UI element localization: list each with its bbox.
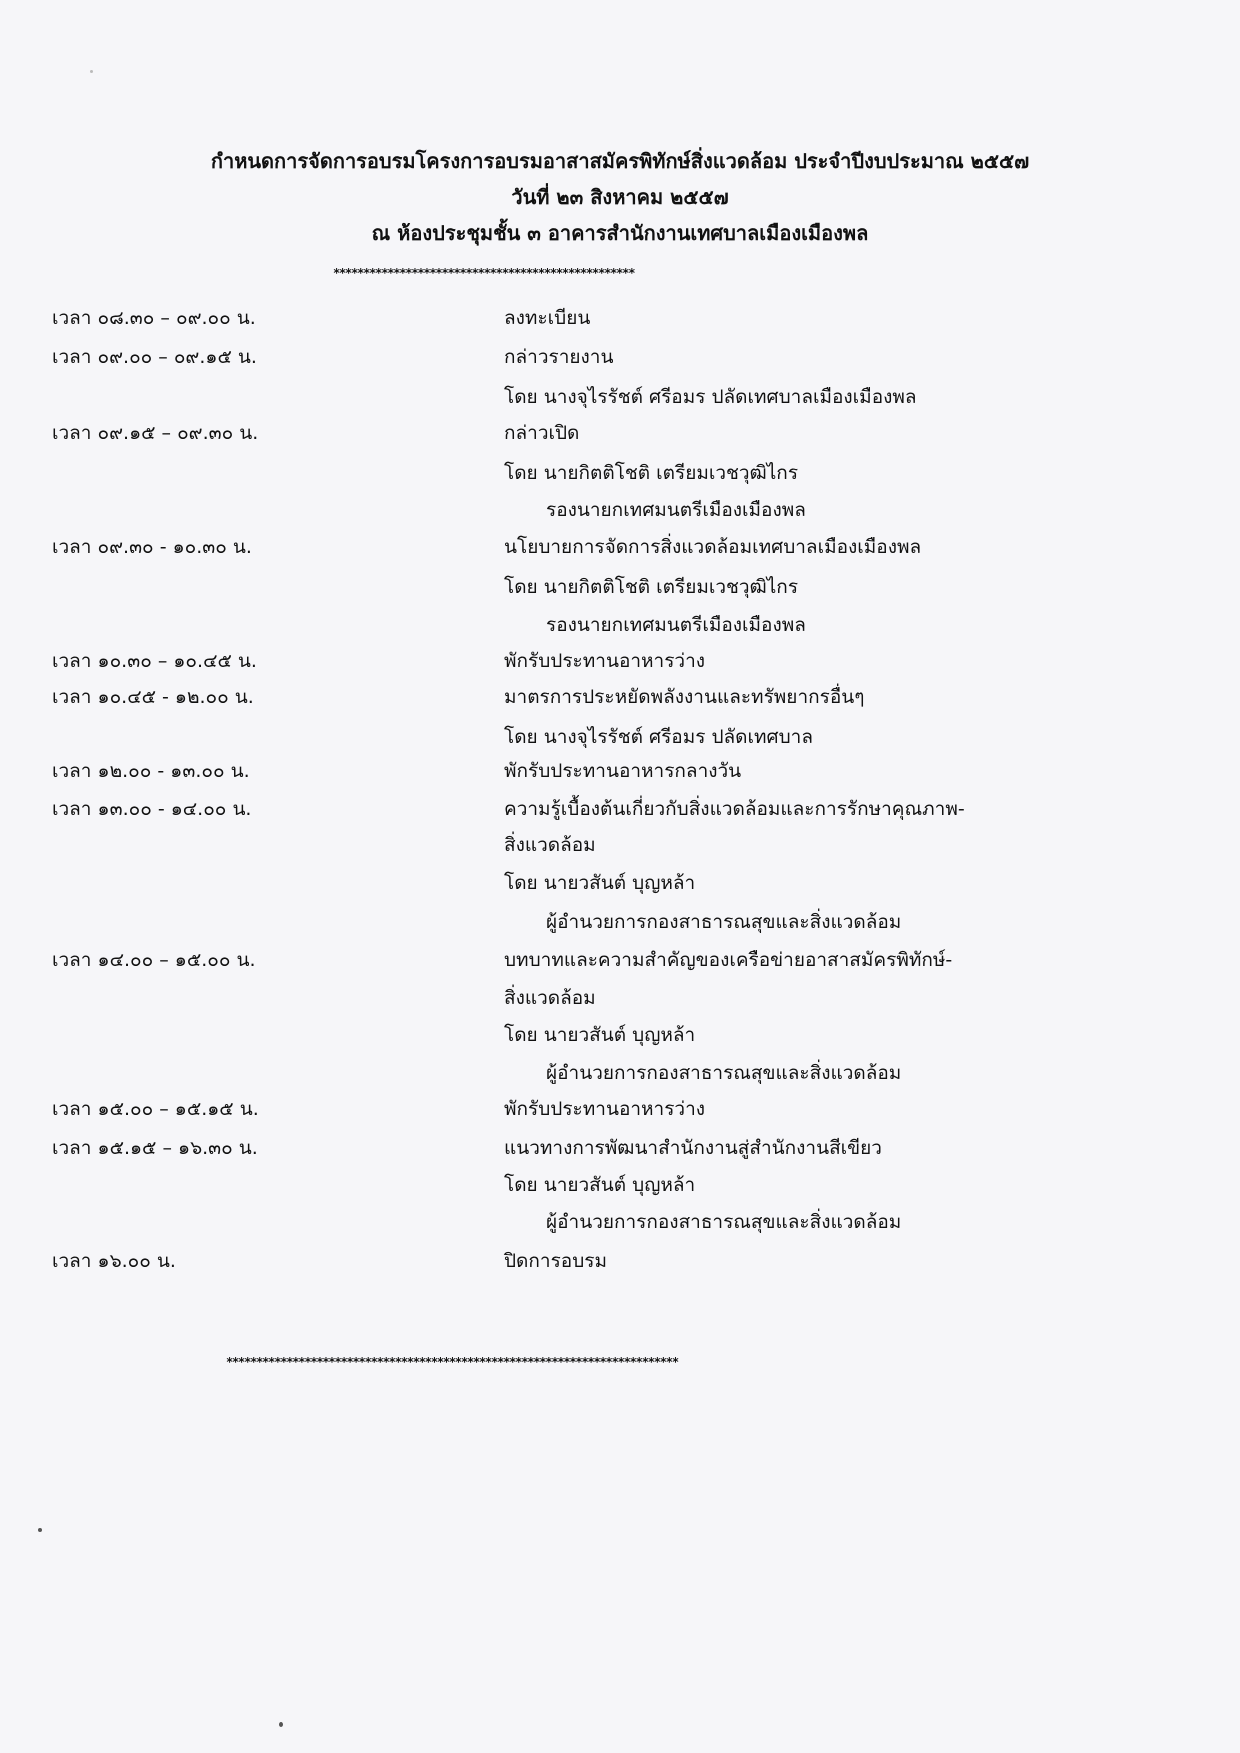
schedule-row: [0, 756, 1240, 792]
schedule-row: [0, 983, 1240, 1019]
schedule-text: แนวทางการพัฒนาสำนักงานสู่สำนักงานสีเขียว: [504, 1137, 882, 1159]
footer-separator: ***************************************************************************: [226, 1355, 678, 1369]
schedule-row: [0, 1170, 1240, 1206]
schedule-time: เวลา ๑๖.๐๐ น.: [52, 1250, 176, 1272]
schedule-time: เวลา ๐๙.๓๐ - ๑๐.๓๐ น.: [52, 536, 252, 558]
schedule-text: โดย นายวสันต์ บุญหล้า: [504, 872, 696, 894]
document-header: [0, 143, 1240, 251]
schedule-row: [0, 458, 1240, 494]
schedule-row: [0, 532, 1240, 568]
schedule-row: [0, 830, 1240, 866]
schedule-text: โดย นางจุไรรัชต์ ศรีอมร ปลัดเทศบาล: [504, 726, 813, 748]
schedule-row: [0, 610, 1240, 646]
schedule-row: [0, 1207, 1240, 1243]
schedule-text: พักรับประทานอาหารว่าง: [504, 650, 706, 672]
schedule-text: บทบาทและความสำคัญของเครือข่ายอาสาสมัครพิทักษ์-: [504, 949, 953, 971]
schedule-text: โดย นายกิตติโชติ เตรียมเวชวุฒิไกร: [504, 462, 799, 484]
schedule-text: มาตรการประหยัดพลังงานและทรัพยากรอื่นๆ: [504, 686, 865, 708]
schedule-text: โดย นายวสันต์ บุญหล้า: [504, 1174, 696, 1196]
schedule-text: กล่าวเปิด: [504, 422, 580, 444]
schedule-row: [0, 572, 1240, 608]
schedule-row: [0, 1133, 1240, 1169]
schedule-row: [0, 382, 1240, 418]
schedule-text: ลงทะเบียน: [504, 307, 591, 329]
schedule-row: [0, 1094, 1240, 1130]
schedule-text: ความรู้เบื้องต้นเกี่ยวกับสิ่งแวดล้อมและการรักษาคุณภาพ-: [504, 798, 965, 820]
schedule-row: [0, 722, 1240, 758]
header-date: วันที่ ๒๓ สิงหาคม ๒๕๕๗: [511, 185, 729, 209]
schedule-time: เวลา ๐๘.๓๐ – ๐๙.๐๐ น.: [52, 307, 256, 329]
schedule-time: เวลา ๑๐.๓๐ – ๑๐.๔๕ น.: [52, 650, 257, 672]
schedule-time: เวลา ๑๕.๑๕ – ๑๖.๓๐ น.: [52, 1137, 258, 1159]
schedule-row: [0, 682, 1240, 718]
schedule-text: รองนายกเทศมนตรีเมืองเมืองพล: [546, 614, 806, 636]
paper-speck: [90, 70, 93, 73]
schedule-row: [0, 342, 1240, 378]
header-venue: ณ ห้องประชุมชั้น ๓ อาคารสำนักงานเทศบาลเมืองเมืองพล: [371, 221, 869, 245]
schedule-text: พักรับประทานอาหารกลางวัน: [504, 760, 742, 782]
schedule-text: โดย นายกิตติโชติ เตรียมเวชวุฒิไกร: [504, 576, 799, 598]
schedule-text: สิ่งแวดล้อม: [504, 834, 596, 856]
schedule-row: [0, 646, 1240, 682]
schedule-time: เวลา ๐๙.๑๕ – ๐๙.๓๐ น.: [52, 422, 259, 444]
schedule-row: [0, 794, 1240, 830]
schedule-time: เวลา ๑๐.๔๕ - ๑๒.๐๐ น.: [52, 686, 254, 708]
schedule-row: [0, 945, 1240, 981]
header-separator: **************************************************: [333, 266, 635, 280]
schedule-row: [0, 495, 1240, 531]
schedule-text: ผู้อำนวยการกองสาธารณสุขและสิ่งแวดล้อม: [546, 1211, 902, 1233]
schedule-time: เวลา ๑๕.๐๐ – ๑๕.๑๕ น.: [52, 1098, 259, 1120]
schedule-time: เวลา ๑๒.๐๐ - ๑๓.๐๐ น.: [52, 760, 250, 782]
schedule-row: [0, 868, 1240, 904]
schedule-text: โดย นางจุไรรัชต์ ศรีอมร ปลัดเทศบาลเมืองเมืองพล: [504, 386, 917, 408]
paper-speck: [38, 1528, 42, 1532]
schedule-row: [0, 1246, 1240, 1282]
schedule-row: [0, 1058, 1240, 1094]
schedule-text: กล่าวรายงาน: [504, 346, 614, 368]
schedule-row: [0, 907, 1240, 943]
schedule-text: นโยบายการจัดการสิ่งแวดล้อมเทศบาลเมืองเมืองพล: [504, 536, 922, 558]
schedule-text: ปิดการอบรม: [504, 1250, 607, 1272]
header-title: กำหนดการจัดการอบรมโครงการอบรมอาสาสมัครพิทักษ์สิ่งแวดล้อม ประจำปีงบประมาณ ๒๕๕๗: [210, 149, 1030, 173]
schedule-time: เวลา ๐๙.๐๐ – ๐๙.๑๕ น.: [52, 346, 257, 368]
schedule-text: ผู้อำนวยการกองสาธารณสุขและสิ่งแวดล้อม: [546, 911, 902, 933]
schedule-text: ผู้อำนวยการกองสาธารณสุขและสิ่งแวดล้อม: [546, 1062, 902, 1084]
schedule-row: [0, 418, 1240, 454]
schedule-time: เวลา ๑๓.๐๐ - ๑๔.๐๐ น.: [52, 798, 252, 820]
schedule-text: สิ่งแวดล้อม: [504, 987, 596, 1009]
paper-speck: [279, 1722, 283, 1727]
schedule-text: พักรับประทานอาหารว่าง: [504, 1098, 706, 1120]
schedule-time: เวลา ๑๔.๐๐ – ๑๕.๐๐ น.: [52, 949, 256, 971]
schedule-text: รองนายกเทศมนตรีเมืองเมืองพล: [546, 499, 806, 521]
schedule-text: โดย นายวสันต์ บุญหล้า: [504, 1024, 696, 1046]
schedule-row: [0, 1020, 1240, 1056]
schedule-row: [0, 303, 1240, 339]
